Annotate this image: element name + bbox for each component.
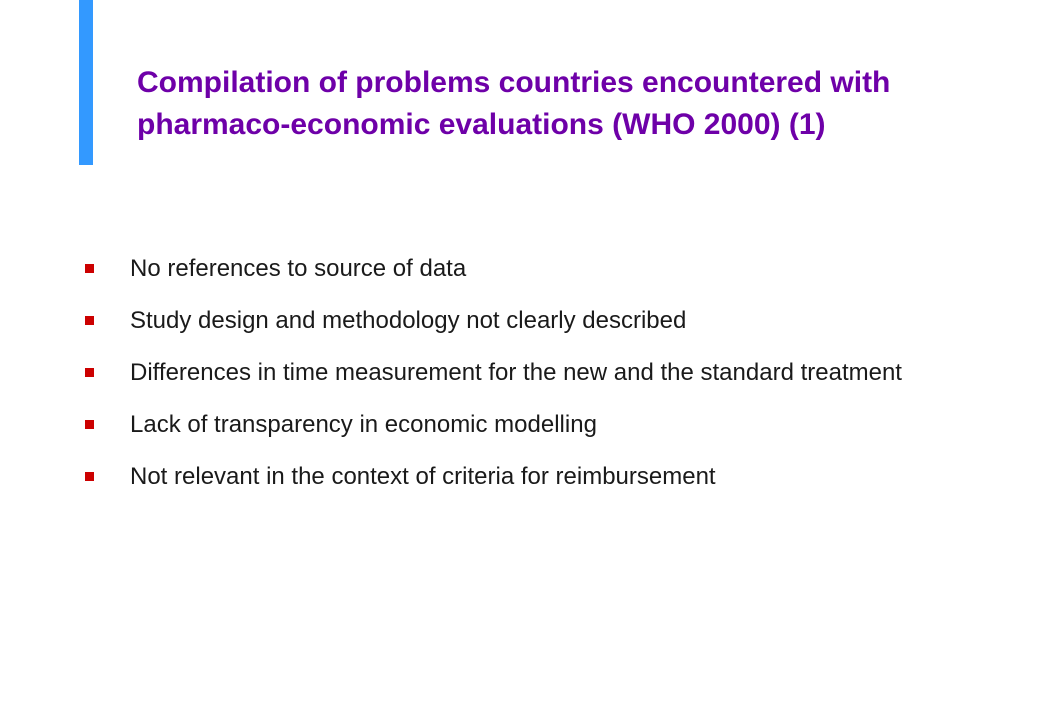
- bullet-item: [84, 358, 984, 388]
- bullet-text: Study design and methodology not clearly described: [130, 307, 687, 334]
- bullet-item: [84, 254, 984, 284]
- bullet-text: Differences in time measurement for the new and the standard treatment: [130, 359, 902, 386]
- bullet-text: No references to source of data: [130, 255, 467, 282]
- bullet-text: Not relevant in the context of criteria for reimbursement: [130, 463, 716, 490]
- bullet-text: Lack of transparency in economic modelling: [130, 411, 597, 438]
- bullet-item: [84, 306, 984, 336]
- slide-title: Compilation of problems countries encountered with pharmaco-economic evaluations (WHO 2000) (1): [137, 66, 891, 141]
- bullet-list: [84, 254, 984, 514]
- square-bullet-icon: [85, 472, 94, 481]
- accent-bar: [79, 0, 93, 165]
- square-bullet-icon: [85, 368, 94, 377]
- bullet-item: [84, 410, 984, 440]
- square-bullet-icon: [85, 316, 94, 325]
- square-bullet-icon: [85, 420, 94, 429]
- square-bullet-icon: [85, 264, 94, 273]
- bullet-item: [84, 462, 984, 492]
